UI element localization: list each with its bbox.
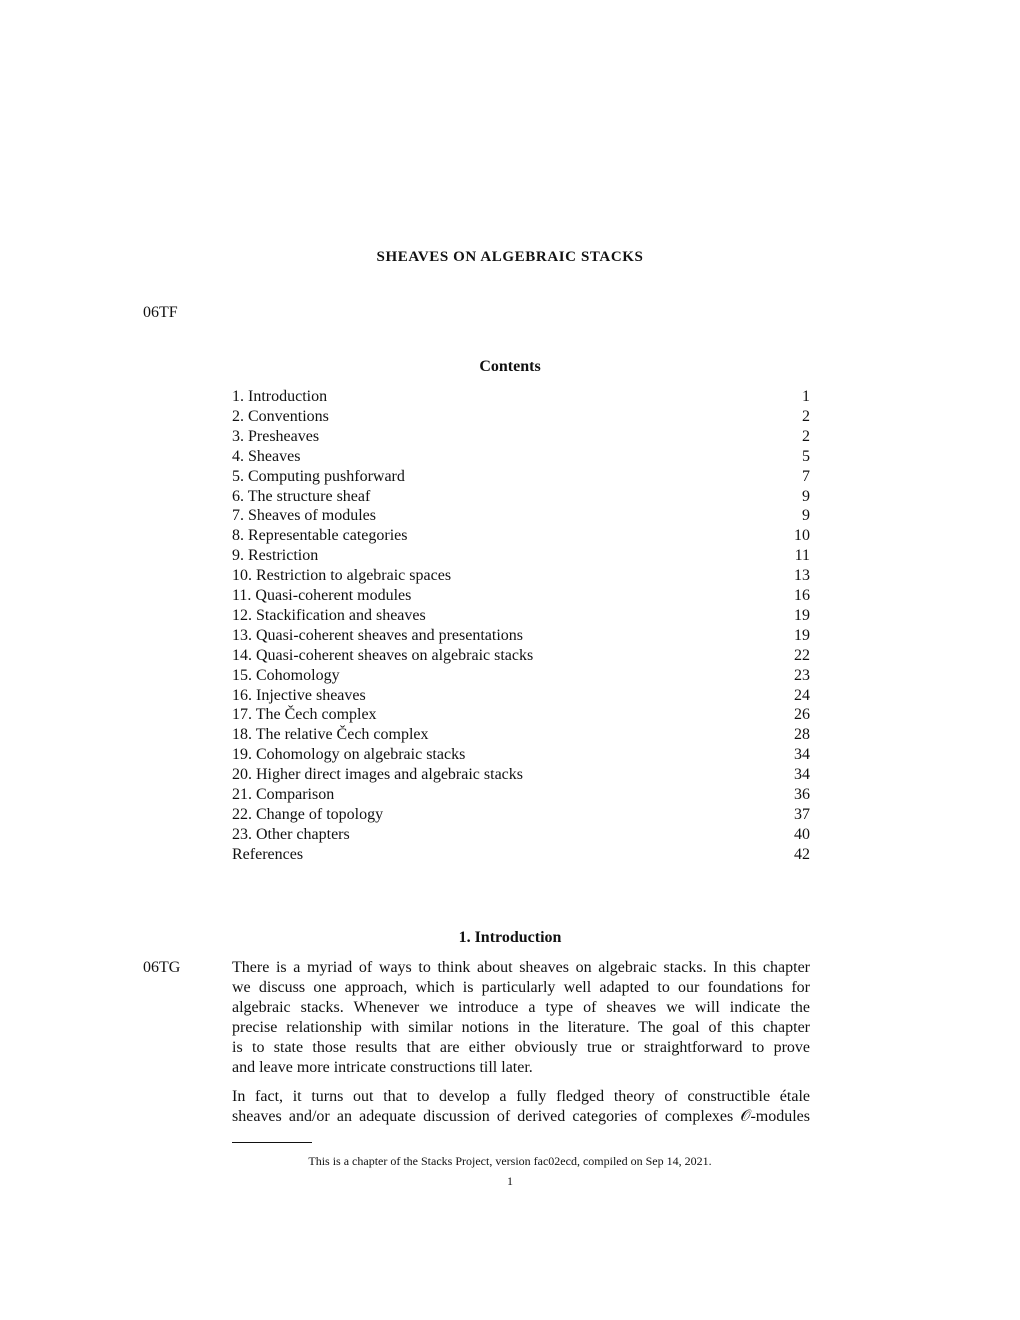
toc-entry[interactable]	[232, 686, 810, 706]
contents-heading: Contents	[479, 358, 541, 375]
page-number: 1	[507, 1174, 513, 1188]
toc-entry-label: 9. Restriction	[232, 547, 319, 565]
section-heading: 1. Introduction	[458, 929, 562, 946]
toc-entry-page: 34	[794, 766, 810, 784]
toc-entry-label: 11. Quasi-coherent modules	[232, 587, 412, 604]
toc-entry-page: 16	[794, 587, 810, 604]
toc-entry[interactable]	[232, 566, 810, 586]
toc-entry-page: 5	[802, 447, 810, 465]
toc-entry[interactable]	[232, 447, 810, 467]
paragraph-line: algebraic stacks. Whenever we introduce a type of sheaves we will indicate the	[232, 999, 810, 1016]
toc-entry[interactable]	[232, 526, 810, 546]
toc-entry-label: 8. Representable categories	[232, 527, 408, 545]
toc-entry[interactable]	[232, 845, 810, 865]
footnote: This is a chapter of the Stacks Project, version fac02ecd, compiled on Sep 14, 2021.	[308, 1154, 712, 1168]
toc-entry-label: 12. Stackification and sheaves	[232, 606, 426, 624]
toc-entry[interactable]	[232, 646, 810, 666]
toc-entry[interactable]	[232, 825, 810, 845]
toc-entry-label: 19. Cohomology on algebraic stacks	[232, 746, 466, 764]
toc-entry[interactable]	[232, 546, 810, 566]
toc-entry-page: 37	[794, 805, 810, 823]
toc-entry-page: 13	[794, 567, 810, 585]
toc-entry[interactable]	[232, 387, 810, 407]
toc-entry[interactable]	[232, 626, 810, 646]
toc-entry-page: 23	[794, 666, 810, 684]
toc-entry-label: 10. Restriction to algebraic spaces	[232, 567, 452, 585]
toc-entry-page: 2	[802, 407, 810, 425]
toc-entry-label: 4. Sheaves	[232, 447, 301, 465]
chapter-tag: 06TF	[143, 304, 178, 321]
toc-entry[interactable]	[232, 586, 810, 606]
paragraph-line: precise relationship with similar notions in the literature. The goal of this chapter	[232, 1019, 810, 1036]
toc-entry-page: 24	[794, 686, 810, 704]
toc-entry-page: 36	[794, 786, 810, 803]
toc-entry-label: 18. The relative Čech complex	[232, 726, 429, 744]
toc-entry-label: 2. Conventions	[232, 407, 329, 425]
toc-entry-page: 22	[794, 646, 810, 664]
toc-entry-label: 6. The structure sheaf	[232, 487, 371, 505]
toc-entry[interactable]	[232, 805, 810, 825]
toc-entry[interactable]	[232, 705, 810, 725]
toc-entry-label: 13. Quasi-coherent sheaves and presentations	[232, 626, 524, 644]
toc-entry[interactable]	[232, 725, 810, 745]
toc-entry-page: 1	[802, 388, 810, 405]
toc-entry[interactable]	[232, 765, 810, 785]
toc-entry[interactable]	[232, 666, 810, 686]
toc-entry-page: 11	[794, 547, 810, 565]
toc-entry-page: 26	[794, 706, 810, 724]
document-title: SHEAVES ON ALGEBRAIC STACKS	[376, 249, 644, 265]
toc-entry-label: 21. Comparison	[232, 786, 335, 803]
paragraph-line: we discuss one approach, which is particularly well adapted to our foundations for	[232, 979, 810, 996]
toc-entry-page: 34	[794, 746, 810, 764]
toc-entry-page: 10	[794, 527, 810, 545]
section-tag: 06TG	[143, 959, 181, 976]
toc-entry-label: 3. Presheaves	[232, 427, 320, 445]
toc-entry-page: 19	[794, 606, 810, 624]
toc-entry-page: 40	[794, 825, 810, 843]
toc-entry[interactable]	[232, 785, 810, 805]
paragraph-line: In fact, it turns out that to develop a fully fledged theory of constructible étale	[232, 1088, 810, 1105]
toc-entry[interactable]	[232, 506, 810, 526]
toc-entry-page: 28	[794, 726, 810, 744]
toc-entry-page: 42	[794, 845, 810, 863]
paragraph-line: There is a myriad of ways to think about sheaves on algebraic stacks. In this chapter	[232, 959, 810, 976]
toc-entry[interactable]	[232, 427, 810, 447]
toc-entry-label: 17. The Čech complex	[232, 706, 377, 724]
toc-entry-label: 5. Computing pushforward	[232, 467, 405, 485]
toc-entry-label: 1. Introduction	[232, 388, 328, 405]
paragraph-line: is to state those results that are either obviously true or straightforward to prove	[232, 1039, 810, 1056]
toc-entry-page: 7	[802, 467, 810, 485]
toc-entry[interactable]	[232, 467, 810, 487]
toc-entry[interactable]	[232, 745, 810, 765]
toc-entry-page: 2	[802, 427, 810, 445]
toc-entry-label: References	[232, 845, 304, 863]
toc-entry[interactable]	[232, 407, 810, 427]
paragraph-line: sheaves and/or an adequate discussion of derived categories of complexes 𝒪-modules	[232, 1108, 810, 1125]
toc-entry-page: 9	[802, 487, 810, 505]
footnote-rule	[232, 1142, 312, 1143]
toc-entry-page: 19	[794, 626, 810, 644]
toc-entry[interactable]	[232, 606, 810, 626]
paragraph-line: and leave more intricate constructions till later.	[232, 1059, 533, 1076]
toc-entry-label: 23. Other chapters	[232, 825, 350, 843]
toc-entry-label: 7. Sheaves of modules	[232, 507, 376, 525]
toc-entry-page: 9	[802, 507, 810, 525]
toc-entry-label: 20. Higher direct images and algebraic stacks	[232, 766, 523, 784]
toc-entry-label: 22. Change of topology	[232, 805, 384, 823]
toc-entry-label: 14. Quasi-coherent sheaves on algebraic stacks	[232, 646, 534, 664]
toc-entry-label: 15. Cohomology	[232, 666, 340, 684]
toc-entry-label: 16. Injective sheaves	[232, 686, 366, 704]
toc-entry[interactable]	[232, 487, 810, 507]
